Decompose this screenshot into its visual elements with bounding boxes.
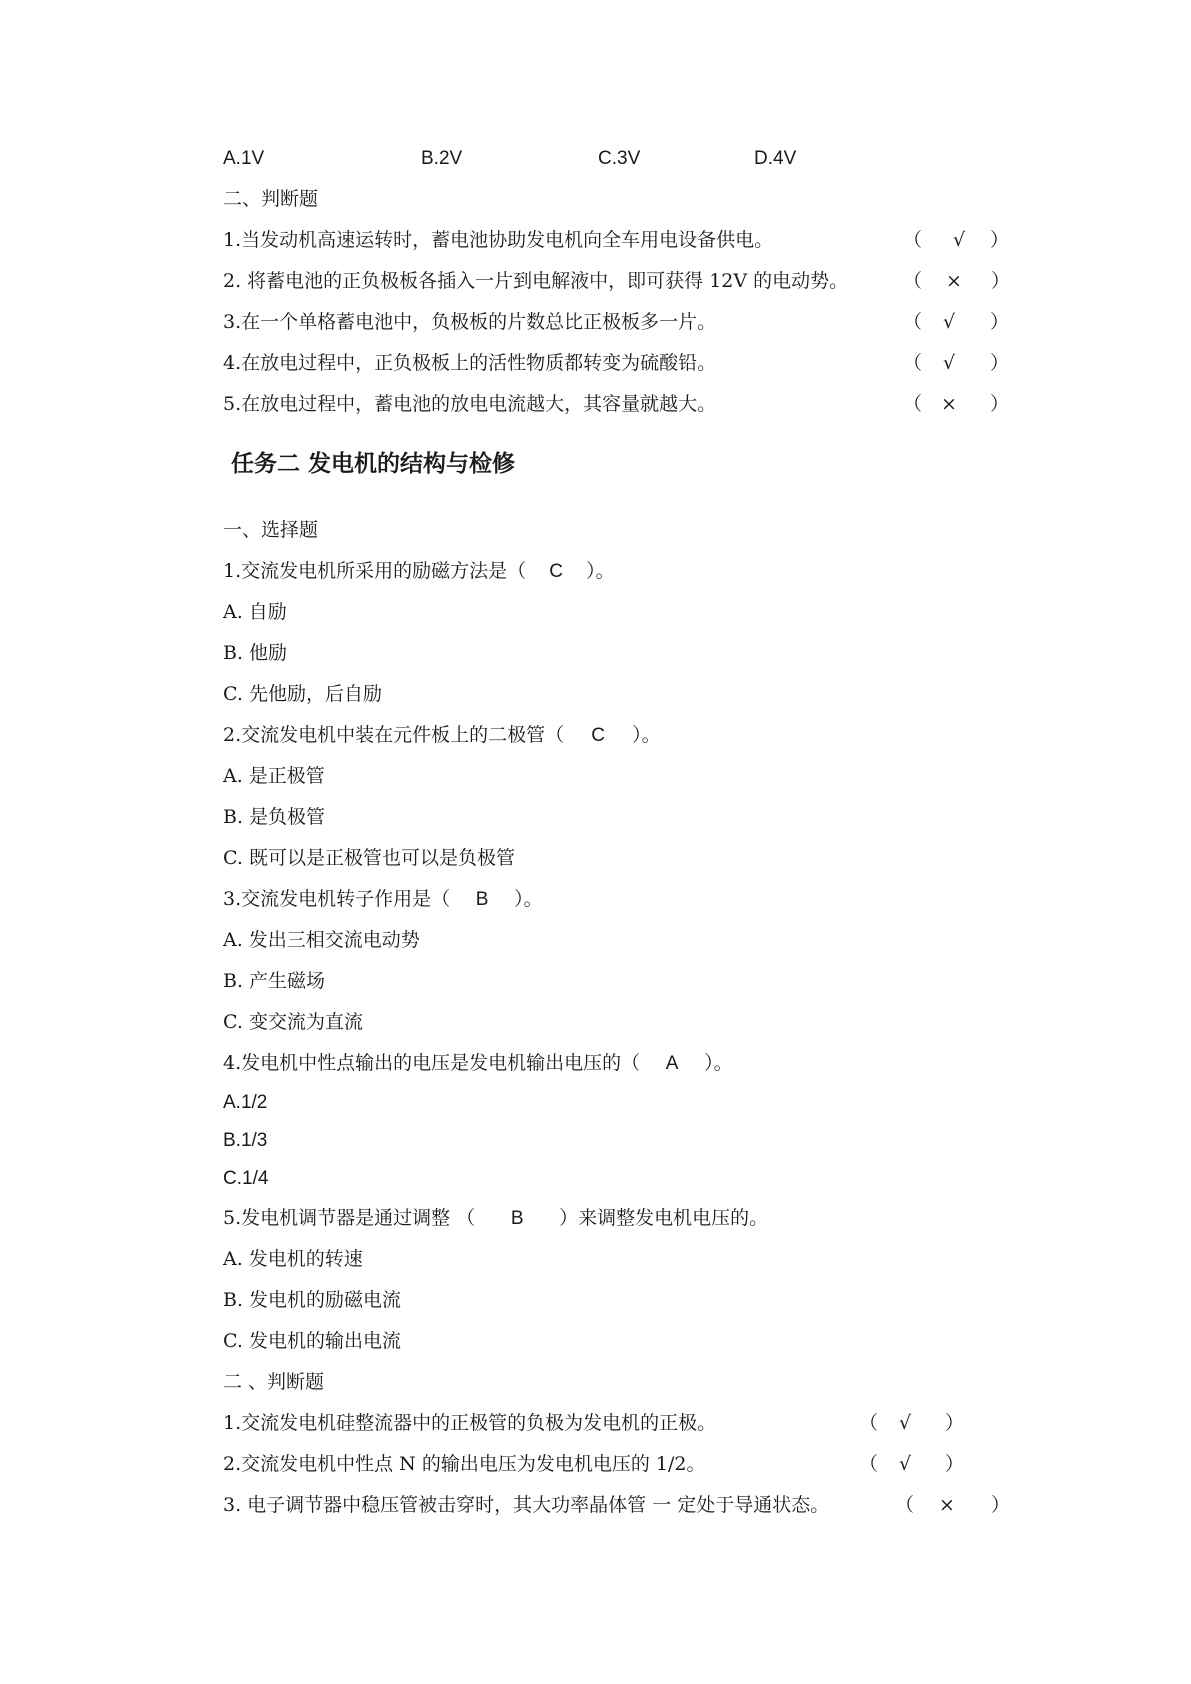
paren-open: （: [903, 229, 923, 251]
question-text: 2.交流发电机中装在元件板上的二极管（: [223, 724, 565, 746]
judge-item: [223, 1411, 983, 1435]
judge-text: 2. 将蓄电池的正负极板各插入一片到电解液中，即可获得 12V 的电动势。: [223, 270, 849, 292]
paren-open: （: [903, 270, 923, 292]
paren-close: ）: [990, 393, 1010, 415]
question-1: [223, 559, 615, 584]
answer-mark: √: [899, 1412, 912, 1434]
option-item: B.1/3: [223, 1130, 268, 1151]
judge-item: [223, 269, 1013, 293]
option-item: A. 自励: [223, 601, 287, 623]
section-heading-judge-2: 二 、判断题: [223, 1371, 325, 1393]
option-item: C. 先他励，后自励: [223, 683, 382, 705]
question-text-end: ）。: [704, 1052, 733, 1074]
paren-open: （: [895, 1494, 915, 1516]
answer-letter: B: [510, 1208, 524, 1229]
answer-letter: B: [475, 889, 489, 910]
paren-close: ）: [991, 270, 1011, 292]
judge-item: [223, 1452, 983, 1476]
question-text-end: ）来调整发电机电压的。: [559, 1207, 769, 1229]
paren-open: （: [903, 311, 923, 333]
paren-close: ）: [945, 1412, 965, 1434]
answer-mark: √: [953, 229, 966, 251]
option-item: B. 发电机的励磁电流: [223, 1289, 402, 1311]
paren-close: ）: [990, 311, 1010, 333]
answer-mark: ×: [939, 1494, 955, 1516]
option-item: C.1/4: [223, 1168, 269, 1189]
option-d: D.4V: [754, 148, 797, 169]
answer-mark: √: [899, 1453, 912, 1475]
option-item: A. 是正极管: [223, 765, 325, 787]
answer-letter: A: [665, 1053, 679, 1074]
option-item: C. 既可以是正极管也可以是负极管: [223, 847, 515, 869]
question-4: [223, 1051, 733, 1076]
question-text: 1.交流发电机所采用的励磁方法是（: [223, 560, 527, 582]
question-text: 3.交流发电机转子作用是（: [223, 888, 451, 910]
answer-letter: C: [549, 561, 563, 582]
judge-text: 5.在放电过程中，蓄电池的放电电流越大，其容量就越大。: [223, 393, 717, 415]
answer-mark: √: [943, 352, 956, 374]
paren-open: （: [859, 1412, 879, 1434]
question-text: 5.发电机调节器是通过调整 （: [223, 1207, 476, 1229]
option-a: A.1V: [223, 148, 265, 169]
answer-mark: √: [943, 311, 956, 333]
answer-mark: ×: [941, 393, 957, 415]
option-b: B.2V: [421, 148, 463, 169]
paren-open: （: [903, 393, 923, 415]
judge-item: [223, 228, 1010, 252]
question-text: 4.发电机中性点输出的电压是发电机输出电压的（: [223, 1052, 641, 1074]
option-item: C. 发电机的输出电流: [223, 1330, 401, 1352]
option-c: C.3V: [598, 148, 641, 169]
option-item: A.1/2: [223, 1092, 268, 1113]
judge-text: 4.在放电过程中，正负极板上的活性物质都转变为硫酸铅。: [223, 352, 717, 374]
question-text-end: ）。: [632, 724, 661, 746]
paren-close: ）: [990, 229, 1010, 251]
answer-letter: C: [591, 725, 605, 746]
option-item: B. 是负极管: [223, 806, 326, 828]
section-heading-judge-1: 二、判断题: [223, 188, 319, 210]
judge-item: [223, 392, 1010, 416]
question-5: [223, 1206, 768, 1231]
judge-text: 3.在一个单格蓄电池中，负极板的片数总比正极板多一片。: [223, 311, 717, 333]
paren-open: （: [903, 352, 923, 374]
option-item: A. 发电机的转速: [223, 1248, 363, 1270]
question-3: [223, 887, 543, 912]
section-heading-choice: 一、选择题: [223, 519, 319, 541]
judge-text: 1.当发动机高速运转时，蓄电池协助发电机向全车用电设备供电。: [223, 229, 774, 251]
judge-item: [223, 351, 1010, 375]
paren-open: （: [859, 1453, 879, 1475]
paren-close: ）: [945, 1453, 965, 1475]
question-text-end: ）。: [586, 560, 615, 582]
answer-mark: ×: [946, 270, 962, 292]
judge-text: 3. 电子调节器中稳压管被击穿时，其大功率晶体管 一 定处于导通状态。: [223, 1494, 830, 1516]
judge-text: 1.交流发电机硅整流器中的正极管的负极为发电机的正极。: [223, 1412, 717, 1434]
judge-text: 2.交流发电机中性点 N 的输出电压为发电机电压的 1/2。: [223, 1453, 706, 1475]
question-2: [223, 723, 661, 748]
judge-item: [223, 1493, 1013, 1517]
judge-item: [223, 310, 1010, 334]
option-item: B. 产生磁场: [223, 970, 326, 992]
option-item: B. 他励: [223, 642, 288, 664]
option-item: C. 变交流为直流: [223, 1011, 363, 1033]
paren-close: ）: [991, 1494, 1011, 1516]
question-text-end: ）。: [514, 888, 543, 910]
option-item: A. 发出三相交流电动势: [223, 929, 420, 951]
paren-close: ）: [990, 352, 1010, 374]
task-title: 任务二 发电机的结构与检修: [231, 451, 516, 477]
